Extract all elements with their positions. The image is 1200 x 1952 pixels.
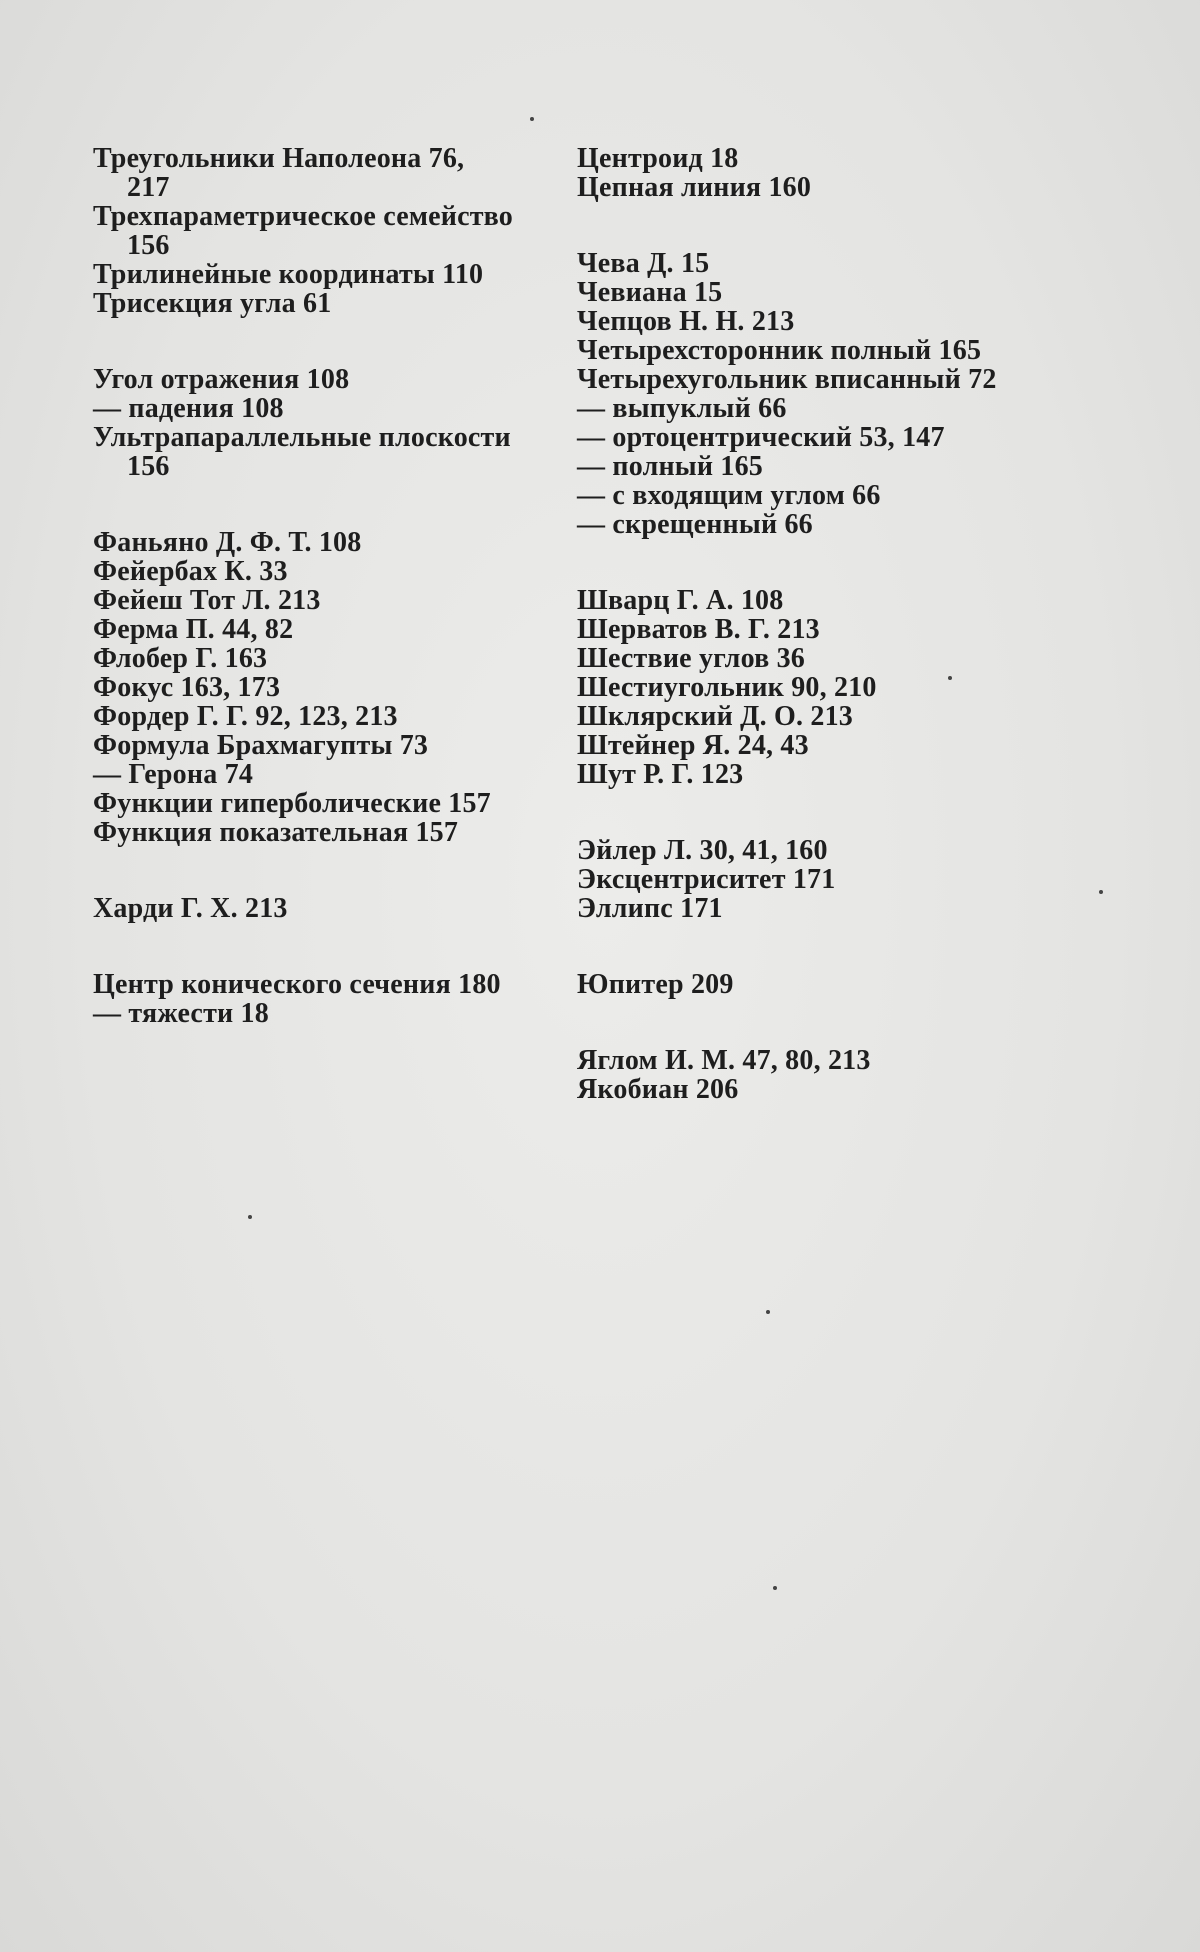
index-entry: Фейеш Тот Л. 213 [93,585,321,616]
index-letter-group [577,1046,1047,1104]
index-entry: Харди Г. Х. 213 [93,893,288,924]
index-entry: Чева Д. 15 [577,248,710,279]
index-entry: Юпитер 209 [577,969,734,1000]
index-entry: — падения 108 [93,393,284,424]
index-entry: Центр конического сечения 180 [93,969,501,1000]
index-letter-group [93,894,543,923]
index-column-right [577,144,1047,1151]
index-entry: — ортоцентрический 53, 147 [577,422,945,453]
index-entry: Шестиугольник 90, 210 [577,672,877,703]
index-entry: Штейнер Я. 24, 43 [577,730,809,761]
scan-speck [248,1215,252,1219]
index-entry-continuation: 217 [127,172,170,203]
index-entry: Чевиана 15 [577,277,723,308]
scan-speck [530,117,534,121]
index-letter-group [577,144,1047,202]
index-entry: Шествие углов 36 [577,643,806,674]
index-entry: Эллипс 171 [577,893,723,924]
scan-speck [948,676,952,680]
index-entry: Шерватов В. Г. 213 [577,614,820,645]
index-entry: Яглом И. М. 47, 80, 213 [577,1045,871,1076]
index-entry: Функции гиперболические 157 [93,788,491,819]
index-entry: — скрещенный 66 [577,509,813,540]
index-letter-group [93,144,543,318]
index-entry: — тяжести 18 [93,998,269,1029]
index-entry: Четырехсторонник полный 165 [577,335,982,366]
index-letter-group [577,836,1047,923]
index-entry: Четырехугольник вписанный 72 [577,364,997,395]
index-entry: Шут Р. Г. 123 [577,759,744,790]
index-entry: Фокус 163, 173 [93,672,281,703]
index-letter-group [93,528,543,847]
index-entry: Шварц Г. А. 108 [577,585,784,616]
index-entry: Трехпараметрическое семейство [93,201,513,232]
index-entry: Эйлер Л. 30, 41, 160 [577,835,828,866]
index-entry: Треугольники Наполеона 76, [93,143,465,174]
index-entry: Угол отражения 108 [93,364,350,395]
index-letter-group [93,365,543,481]
index-entry: — Герона 74 [93,759,254,790]
index-entry: Функция показательная 157 [93,817,459,848]
scan-speck [1099,890,1103,894]
index-entry: Фордер Г. Г. 92, 123, 213 [93,701,398,732]
index-letter-group [93,970,543,1028]
index-entry: Фейербах К. 33 [93,556,288,587]
index-entry: Ферма П. 44, 82 [93,614,294,645]
index-letter-group [577,586,1047,789]
index-entry: Чепцов Н. Н. 213 [577,306,795,337]
index-entry: Трисекция угла 61 [93,288,332,319]
index-entry: Эксцентриситет 171 [577,864,836,895]
scan-speck [773,1586,777,1590]
index-entry: Центроид 18 [577,143,739,174]
index-entry: Цепная линия 160 [577,172,812,203]
index-entry: — полный 165 [577,451,763,482]
index-entry: Фаньяно Д. Ф. Т. 108 [93,527,362,558]
index-letter-group [577,249,1047,539]
index-entry-continuation: 156 [127,230,170,261]
index-entry: — выпуклый 66 [577,393,787,424]
index-entry: Шклярский Д. О. 213 [577,701,853,732]
scan-speck [766,1310,770,1314]
index-entry-continuation: 156 [127,451,170,482]
index-entry: Трилинейные координаты 110 [93,259,484,290]
index-entry: Флобер Г. 163 [93,643,268,674]
index-letter-group [577,970,1047,999]
index-entry: Формула Брахмагупты 73 [93,730,429,761]
index-entry: — с входящим углом 66 [577,480,881,511]
index-entry: Якобиан 206 [577,1074,739,1105]
index-column-left [93,144,543,1075]
index-entry: Ультрапараллельные плоскости [93,422,511,453]
